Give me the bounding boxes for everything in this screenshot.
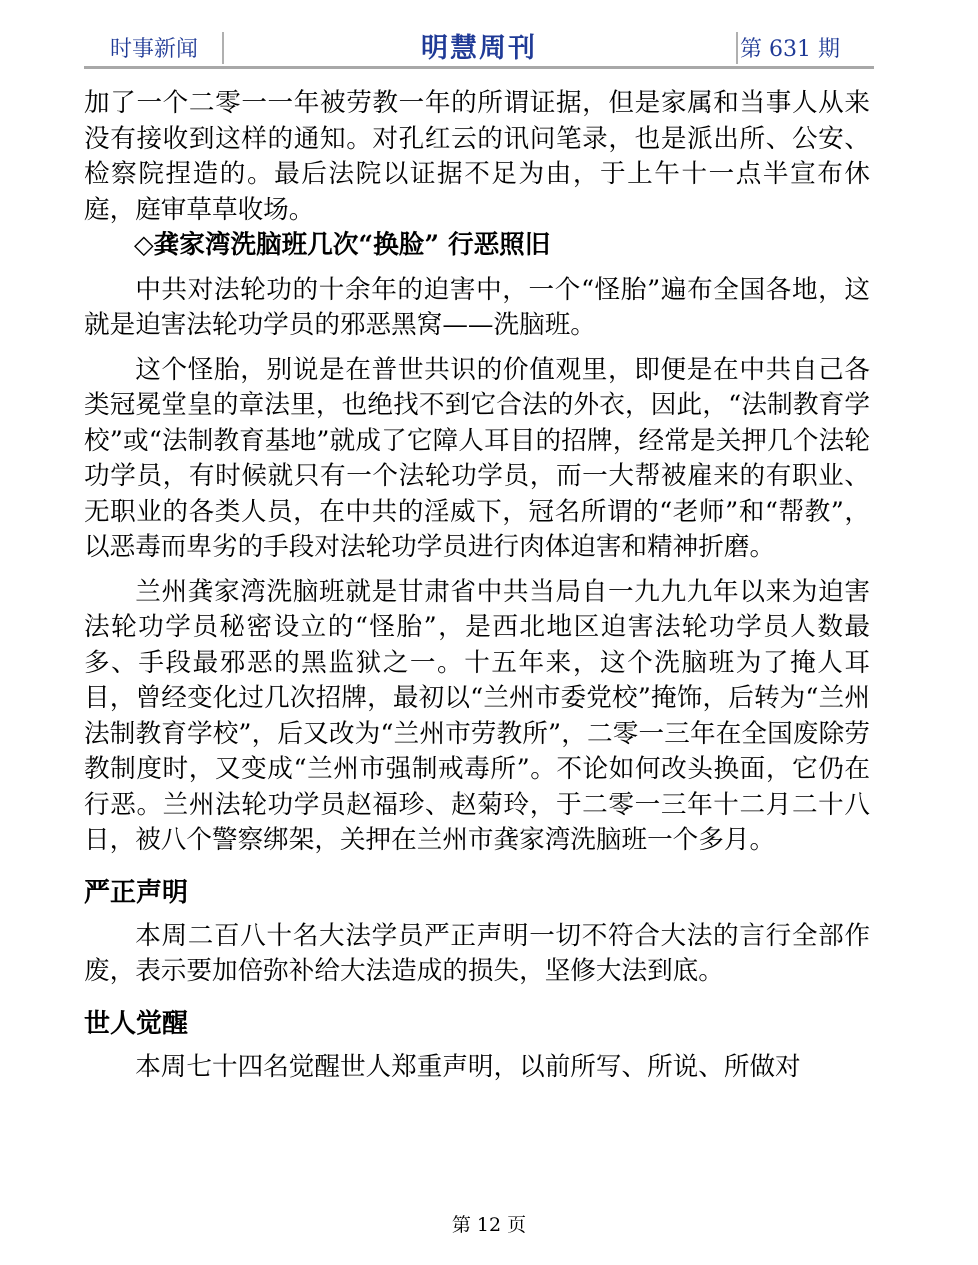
section-paragraph-statement: 本周二百八十名大法学员严正声明一切不符合大法的言行全部作废，表示要加倍弥补给大法造成的损失，坚修大法到底。: [84, 920, 870, 986]
section-heading-statement: 严正声明: [84, 877, 189, 908]
paragraph: 这个怪胎，别说是在普世共识的价值观里，即便是在中共自己各类冠冕堂皇的章法里，也绝找不到它合法的外衣，因此，“法制教育学校”或“法制教育基地”就成了它障人耳目的招牌，经常是关押几个法轮功学员，有时候就只有一个法轮功学员，而一大帮被雇来的有职业、无职业的各类人员，在中共的淫威下，冠名所谓的“老师”和“帮教”，以恶毒而卑劣的手段对法轮功学员进行肉体迫害和精神折磨。: [84, 354, 870, 562]
header-rule: [84, 66, 874, 69]
section-paragraph-awakening: 本周七十四名觉醒世人郑重声明，以前所写、所说、所做对: [135, 1051, 801, 1082]
paragraph: 中共对法轮功的十余年的迫害中，一个“怪胎”遍布全国各地，这就是迫害法轮功学员的邪恶黑窝——洗脑班。: [84, 274, 870, 340]
header-divider-right: [736, 32, 738, 64]
article-subheading: ◇龚家湾洗脑班几次“换脸” 行恶照旧: [134, 230, 551, 260]
paragraph: 兰州龚家湾洗脑班就是甘肃省中共当局自一九九九年以来为迫害法轮功学员秘密设立的“怪胎”，是西北地区迫害法轮功学员人数最多、手段最邪恶的黑监狱之一。十五年来，这个洗脑班为了掩人耳目，曾经变化过几次招牌，最初以“兰州市委党校”掩饰，后转为“兰州法制教育学校”，后又改为“兰州市劳教所”，二零一三年在全国废除劳教制度时，又变成“兰州市强制戒毒所”。不论如何改头换面，它仍在行恶。兰州法轮功学员赵福珍、赵菊玲，于二零一三年十二月二十八日，被八个警察绑架，关押在兰州市龚家湾洗脑班一个多月。: [84, 576, 870, 855]
page-number: 第 12 页: [451, 1214, 527, 1236]
header-issue-number: 第 631 期: [740, 37, 840, 62]
section-heading-awakening: 世人觉醒: [84, 1008, 189, 1039]
paragraph-continuation: 加了一个二零一一年被劳教一年的所谓证据，但是家属和当事人从来没有接收到这样的通知。对孔红云的讯问笔录，也是派出所、公安、检察院捏造的。最后法院以证据不足为由，于上午十一点半宣布休庭，庭审草草收场。: [84, 88, 870, 225]
header-publication-title: 明慧周刊: [421, 33, 537, 64]
header-section-label: 时事新闻: [110, 37, 199, 62]
article-body: [84, 86, 870, 1085]
page-header: [84, 26, 874, 66]
